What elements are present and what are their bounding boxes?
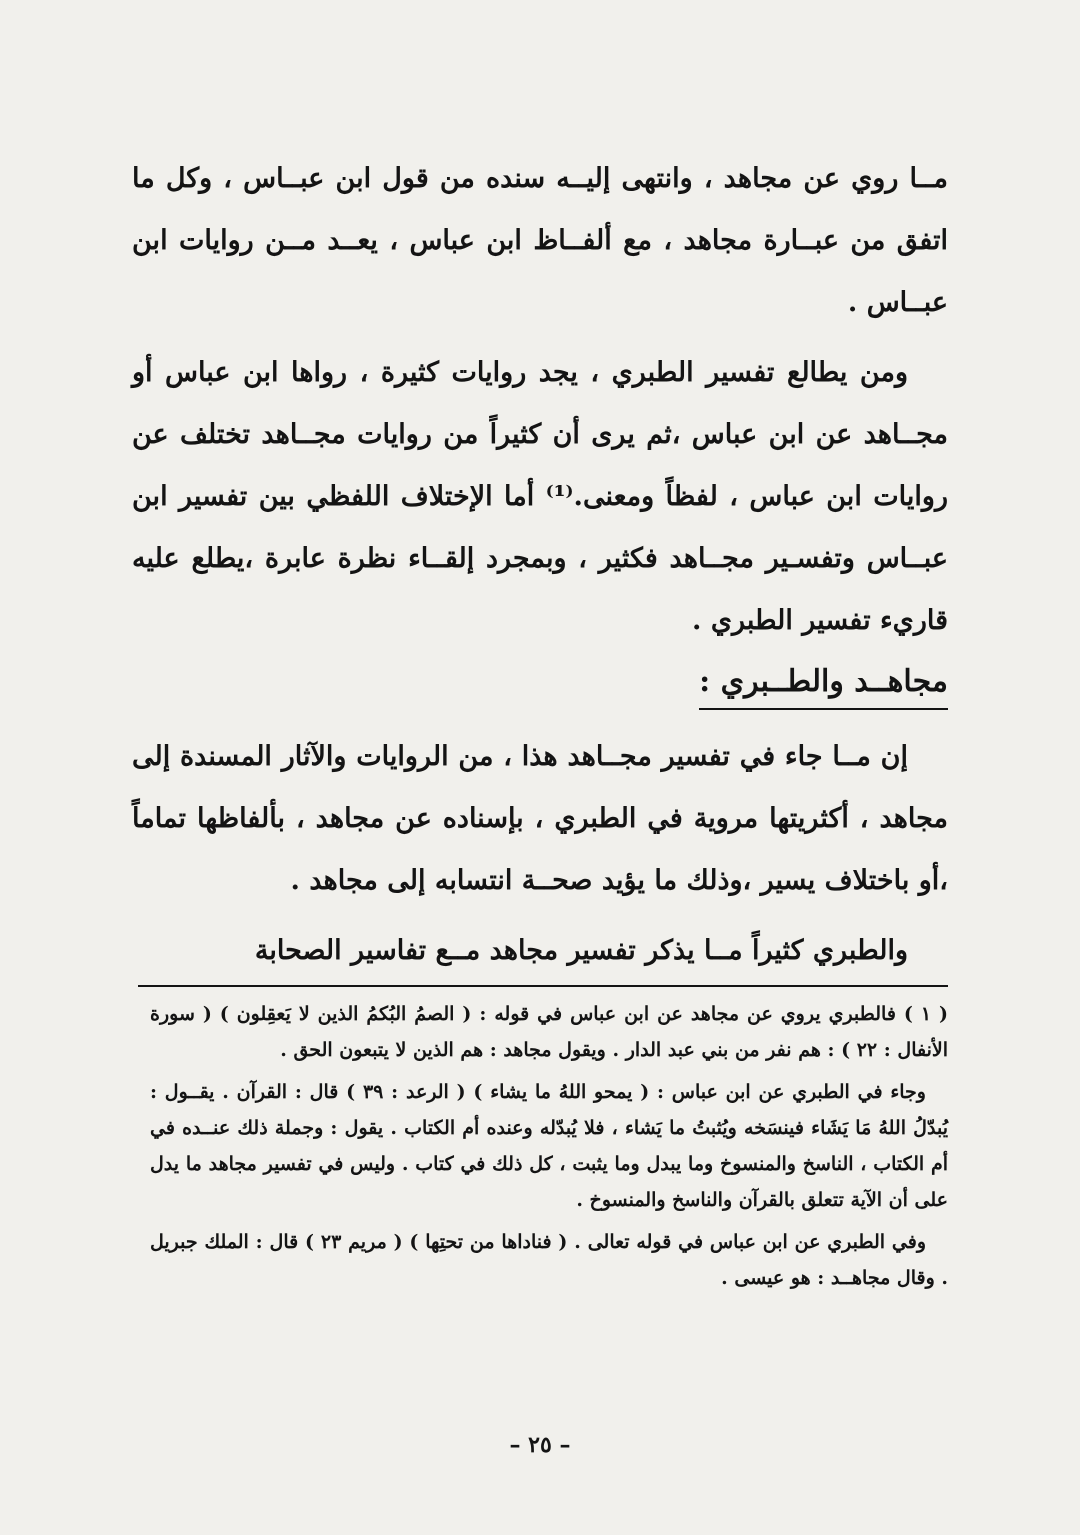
footnote-3: وفي الطبري عن ابن عباس في قوله تعالى . ( فناداها من تحتِها ) ( مريم ٢٣ ) قال : الملك جبريل . وقال مجاهــد : هو عيسى . [150, 1231, 948, 1289]
footnote-2: وجاء في الطبري عن ابن عباس : ( يمحو اللهُ ما يشاء ) ( الرعد : ٣٩ ) قال : القرآن . يقــول : يُبدّلُ اللهُ مَا يَشَاء فينسَخه ويُثبتُ ما يَشاء ، فلا يُبدّله وعنده أم الكتاب . يقول : وجملة ذلك عنــده في أم الكتاب ، الناسخ والمنسوخ وما يبدل وما يثبت ، كل ذلك في كتاب . وليس في تفسير مجاهد ما يدل على أن الآية تتعلق بالقرآن والناسخ والمنسوخ . [150, 1081, 948, 1211]
paragraph-1: مــا روي عن مجاهد ، وانتهى إليــه سنده من قول ابن عبــاس ، وكل ما اتفق من عبــارة مجاهد ، مع ألفــاظ ابن عباس ، يعــد مــن روايات ابن عبــاس . [132, 163, 948, 318]
page-number: – ٢٥ – [509, 1432, 571, 1458]
main-text [132, 148, 948, 990]
footnote-divider [138, 985, 948, 987]
footnote-1: ( ١ ) فالطبري يروي عن مجاهد عن ابن عباس في قوله : ( الصمُ البُكمُ الذين لا يَعقِلون ) ( سورة الأنفال : ٢٢ ) : هم نفر من بني عبد الدار . ويقول مجاهد : هم الذين لا يتبعون الحق . [150, 1003, 948, 1061]
paragraph-2: ومن يطالع تفسير الطبري ، يجد روايات كثيرة ، رواها ابن عباس أو مجــاهد عن ابن عباس ،ثم يرى أن كثيراً من روايات مجــاهد تختلف عن روايات ابن عباس ، لفظاً ومعنى.⁽¹⁾ أما الإختلاف اللفظي بين تفسير ابن عبــاس وتفسـير مجــاهد فكثير ، وبمجرد إلقــاء نظرة عابرة ،يطلع عليه قاريء تفسير الطبري . [132, 357, 948, 636]
paragraph-3: إن مــا جاء في تفسير مجــاهد هذا ، من الروايات والآثار المسندة إلى مجاهد ، أكثريتها مروية في الطبري ، بإسناده عن مجاهد ، بألفاظها تماماً ،أو باختلاف يسير ،وذلك ما يؤيد صحــة انتسابه إلى مجاهد . [132, 741, 948, 896]
footnotes [150, 996, 948, 1302]
paragraph-4: والطبري كثيراً مــا يذكر تفسير مجاهد مــع تفاسير الصحابة [254, 935, 908, 966]
section-heading-wrap [132, 660, 948, 716]
section-heading: مجاهــد والطــبري : [699, 662, 948, 710]
